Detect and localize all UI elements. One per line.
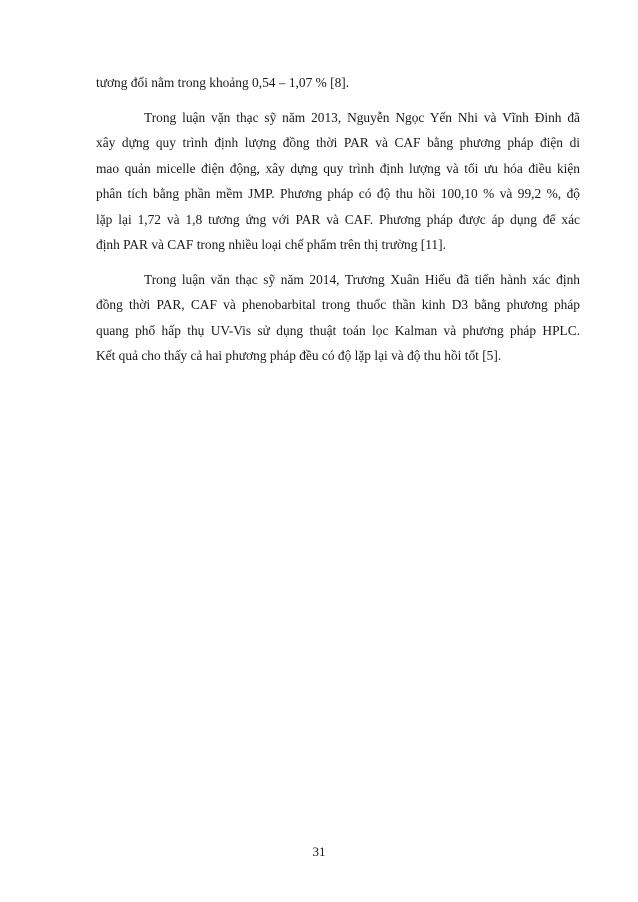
text-line: Trong luận vặn thạc sỹ năm 2013, Nguyễn Ngọc Yến Nhi và Vĩnh Đinh đã: [144, 109, 580, 125]
text-line: lặp lại 1,72 và 1,8 tương ứng với PAR và CAF. Phương pháp được áp dụng để xác: [96, 211, 580, 227]
text-line: Trong luận văn thạc sỹ năm 2014, Trương Xuân Hiếu đã tiến hành xác định: [144, 271, 580, 287]
paragraph-2014-thesis: [96, 267, 580, 369]
text-line: Kết quả cho thấy cả hai phương pháp đều có độ lặp lại và độ thu hồi tốt [5].: [96, 348, 502, 363]
page-number: 31: [312, 844, 326, 859]
paragraph-spacing: [96, 258, 580, 267]
body-text: [96, 70, 580, 369]
paragraph-2013-thesis: [96, 105, 580, 258]
text-line: quang phổ hấp thụ UV-Vis sử dụng thuật toán lọc Kalman và phương pháp HPLC.: [96, 322, 580, 338]
text-line: định PAR và CAF trong nhiều loại chế phẩm trên thị trường [11].: [96, 237, 446, 252]
text-line: xây dựng quy trình định lượng đồng thời PAR và CAF bằng phương pháp điện di: [96, 135, 580, 150]
paragraph-continuation: [96, 70, 580, 96]
text-line: đồng thời PAR, CAF và phenobarbital trong thuốc thần kinh D3 bằng phương pháp: [96, 297, 580, 312]
text-line: tương đối nằm trong khoảng 0,54 – 1,07 % [8].: [96, 75, 350, 90]
text-line: mao quản micelle điện động, xây dựng quy trình định lượng và tối ưu hóa điều kiện: [96, 160, 580, 176]
paragraph-spacing: [96, 96, 580, 105]
text-line: phân tích bằng phần mềm JMP. Phương pháp có độ thu hồi 100,10 % và 99,2 %, độ: [96, 186, 580, 201]
